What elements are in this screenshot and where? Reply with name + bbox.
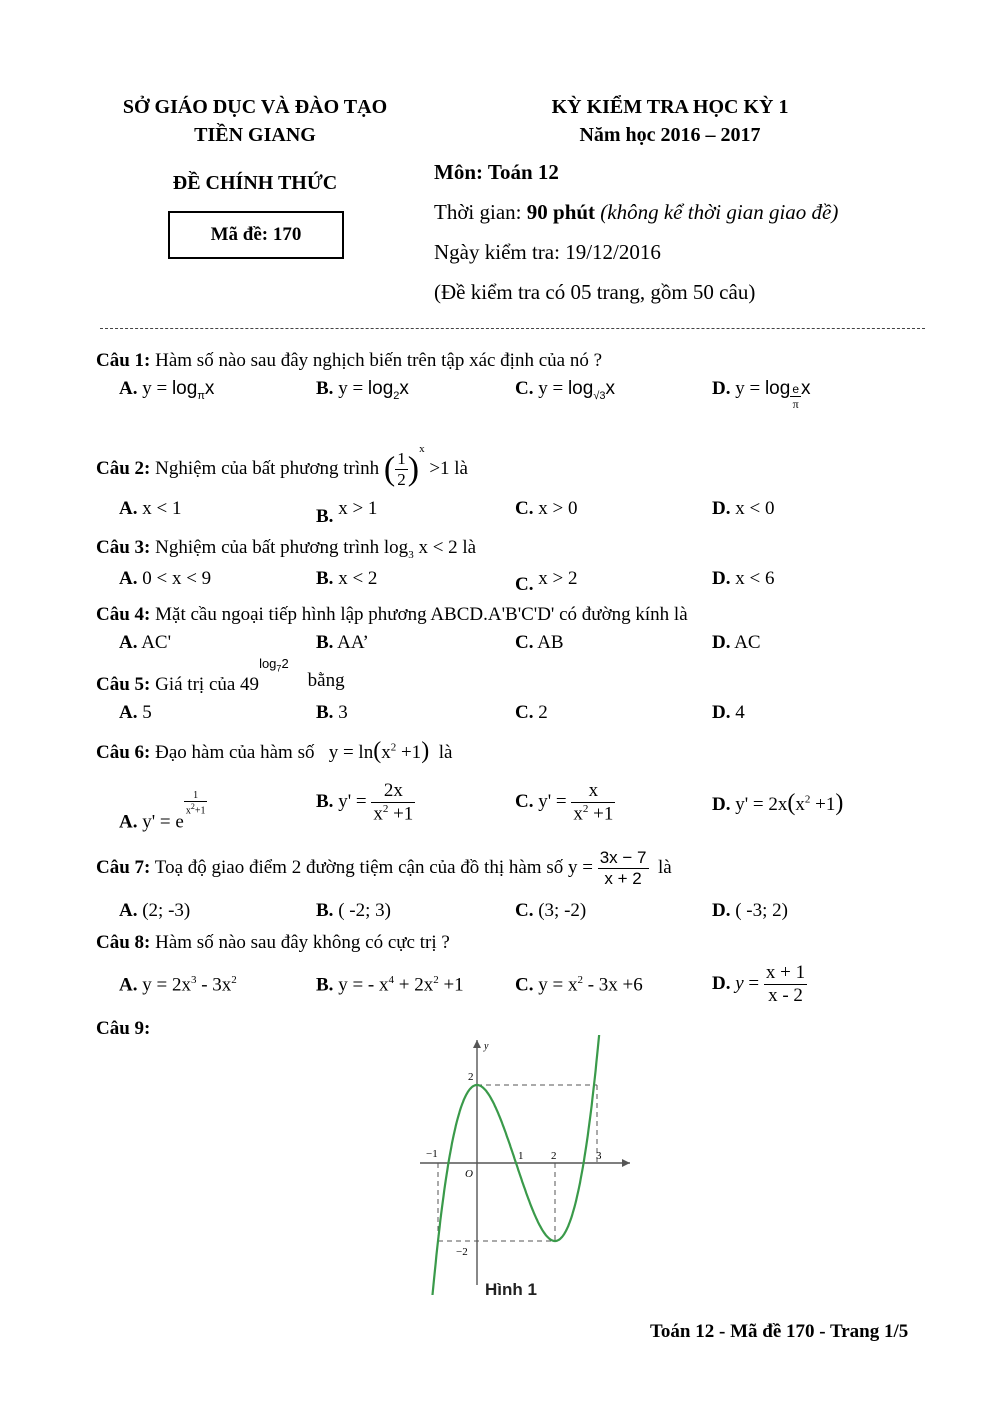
q2-option-c-value: x > 0: [538, 498, 578, 519]
school-year: Năm học 2016 – 2017: [579, 124, 761, 146]
y-tick-2: 2: [468, 1071, 474, 1083]
q7-option-a-label: A.: [119, 900, 138, 921]
q3-option-a-value: 0 < x < 9: [142, 568, 212, 589]
q7-option-b-value: ( -2; 3): [338, 900, 391, 921]
q2-option-a-value: x < 1: [142, 498, 182, 519]
q2-option-a: [119, 498, 181, 520]
q5-option-d-label: D.: [712, 702, 731, 723]
department-name: SỞ GIÁO DỤC VÀ ĐÀO TẠO: [122, 96, 388, 118]
q1-option-d: D. y = log $\frac{e}{\pi}$ x: [712, 378, 811, 411]
time-value: 90 phút: [526, 200, 596, 224]
q5-option-c-label: C.: [515, 702, 534, 723]
q1-option-d-label: D.: [712, 378, 731, 399]
q3-option-c-value: x > 2: [538, 568, 578, 589]
question-8-label: Câu 8:: [96, 932, 151, 953]
q4-option-d: [712, 632, 761, 654]
q7-option-a: [119, 900, 190, 922]
official-label: ĐỀ CHÍNH THỨC: [172, 172, 338, 194]
question-9-label: Câu 9:: [96, 1018, 151, 1039]
exam-title: KỲ KIỂM TRA HỌC KỲ 1: [551, 96, 789, 118]
q1-option-b-label: B.: [316, 378, 334, 399]
q4-option-c: [515, 632, 564, 654]
question-6-tail: là: [438, 742, 453, 763]
q2-option-d-label: D.: [712, 498, 731, 519]
cubic-graph-figure: [410, 1035, 635, 1295]
q7-option-c-label: C.: [515, 900, 534, 921]
exam-date-line: Ngày kiểm tra: 19/12/2016: [434, 240, 661, 264]
q7-option-c-value: (3; -2): [538, 900, 587, 921]
question-8: [96, 932, 450, 954]
x-tick-2: 2: [551, 1150, 557, 1162]
q2-option-b-label: B.: [316, 506, 334, 527]
question-2: Câu 2: Nghiệm của bất phương trình ( $\frac{1}{2}$ )$^x$ >1 là: [96, 443, 468, 490]
q4-option-a-label: A.: [119, 632, 138, 653]
exam-code-box: Mã đề: 170: [168, 211, 344, 259]
q5-option-a-value: 5: [142, 702, 152, 723]
question-2-tail: là: [454, 458, 468, 479]
q8-option-c-label: C.: [515, 974, 534, 996]
time-label: Thời gian:: [434, 200, 527, 224]
q5-option-c: [515, 702, 548, 724]
q6-option-d-label: D.: [712, 794, 731, 815]
y-axis-label: y: [484, 1041, 489, 1052]
origin-label: O: [465, 1168, 473, 1180]
q4-option-b: [316, 632, 369, 654]
q8-option-b: B. y = - $x^4 + 2x^2 +1$: [316, 974, 464, 996]
q6-option-b: B. y' = $\frac{2x}{x^2 +1}$: [316, 780, 414, 825]
q3-option-a-label: A.: [119, 568, 138, 589]
question-2-label: Câu 2:: [96, 458, 151, 479]
q4-option-a: [119, 632, 171, 654]
q3-option-d-value: x < 6: [735, 568, 775, 589]
q4-option-d-value: AC: [734, 632, 761, 653]
question-9: [96, 1018, 150, 1040]
q7-option-d-label: D.: [712, 900, 731, 921]
q8-option-c: C. $y = x^2 - 3x +6$: [515, 974, 643, 996]
question-3: Câu 3: Nghiệm của bất phương trình $\log_3 x < 2$ là: [96, 537, 477, 561]
q5-option-d-value: 4: [735, 702, 745, 723]
q4-option-b-label: B.: [316, 632, 334, 653]
question-5-text: Giá trị của 49: [155, 674, 260, 695]
q4-option-b-value: AA’: [337, 632, 369, 653]
time-line: [434, 200, 838, 225]
q7-option-b-label: B.: [316, 900, 334, 921]
q3-option-a: [119, 568, 211, 590]
q7-option-d: [712, 900, 788, 922]
q3-option-c-label: C.: [515, 574, 534, 595]
question-1: [96, 350, 602, 372]
question-4-text: Mặt cầu ngoại tiếp hình lập phương ABCD.A'B'C'D' có đường kính là: [155, 604, 688, 625]
q5-option-b-value: 3: [338, 702, 348, 723]
pages-line: (Đề kiểm tra có 05 trang, gồm 50 câu): [434, 280, 756, 304]
q7-option-c: [515, 900, 586, 922]
q5-option-d: [712, 702, 745, 724]
q5-option-a: [119, 702, 152, 724]
q3-option-d-label: D.: [712, 568, 731, 589]
q4-option-c-label: C.: [515, 632, 534, 653]
q4-option-d-label: D.: [712, 632, 731, 653]
q3-option-b-value: x < 2: [338, 568, 378, 589]
q8-option-b-label: B.: [316, 974, 334, 996]
q2-option-c: [515, 498, 577, 520]
question-2-text: Nghiệm của bất phương trình: [155, 458, 380, 479]
q6-option-b-label: B.: [316, 791, 334, 813]
question-1-text: Hàm số nào sau đây nghịch biến trên tập xác định của nó ?: [155, 350, 603, 371]
q5-option-c-value: 2: [538, 702, 548, 723]
question-4-label: Câu 4:: [96, 604, 151, 625]
question-6: Câu 6: Đạo hàm của hàm số $y = \ln(x^2 +1)$ là: [96, 738, 453, 764]
q3-option-b: [316, 568, 377, 590]
q3-option-b-label: B.: [316, 568, 334, 589]
question-5: Câu 5: Giá trị của $49^{log_72}$ bằng: [96, 656, 345, 695]
x-tick-1: 1: [518, 1150, 524, 1162]
question-4: [96, 604, 688, 626]
question-7-label: Câu 7:: [96, 856, 151, 878]
question-7: Câu 7: Toạ độ giao điểm 2 đường tiệm cận của đồ thị hàm số y = $\frac{3x - 7}{x + 2}$ là: [96, 848, 672, 888]
question-6-label: Câu 6:: [96, 742, 151, 763]
page-footer: Toán 12 - Mã đề 170 - Trang 1/5: [650, 1321, 909, 1342]
q2-option-c-label: C.: [515, 498, 534, 519]
y-axis-arrow: [473, 1040, 481, 1048]
question-5-tail: bằng: [307, 670, 345, 691]
q4-option-c-value: AB: [537, 632, 564, 653]
q8-option-d: D. y = $\frac{x + 1}{x - 2}$: [712, 962, 806, 1006]
province-name: TIỀN GIANG: [194, 124, 316, 146]
q6-option-a: A. y' = e $\frac{1}{x^2+1}$: [119, 790, 206, 833]
q1-option-a-label: A.: [119, 378, 138, 399]
q2-option-a-label: A.: [119, 498, 138, 519]
question-7-text: Toạ độ giao điểm 2 đường tiệm cận của đồ thị hàm số: [154, 856, 564, 878]
q7-option-b: [316, 900, 391, 922]
q4-option-a-value: AC': [141, 632, 172, 653]
q8-option-d-label: D.: [712, 972, 731, 994]
x-tick-minus1: −1: [426, 1148, 438, 1160]
q5-option-b-label: B.: [316, 702, 334, 723]
q7-option-a-value: (2; -3): [142, 900, 191, 921]
q5-option-b: [316, 702, 348, 724]
subject-line: Môn: Toán 12: [434, 160, 559, 184]
x-tick-3: 3: [596, 1150, 602, 1162]
q6-option-c: C. y' = $\frac{x}{x^2 +1}$: [515, 780, 614, 825]
question-5-label: Câu 5:: [96, 674, 151, 695]
question-3-label: Câu 3:: [96, 537, 151, 558]
q6-option-d: D. $y' = 2x(x^2 +1)$: [712, 790, 844, 816]
q1-option-a: A. $y = \log_\pi x$: [119, 378, 215, 402]
y-tick-minus2: −2: [456, 1246, 468, 1258]
header-divider: [100, 328, 925, 329]
q2-option-b: [316, 498, 378, 527]
q7-option-d-value: ( -3; 2): [735, 900, 788, 921]
q6-option-a-label: A.: [119, 811, 138, 833]
question-6-text: Đạo hàm của hàm số: [155, 742, 315, 763]
q1-option-c: C. $y = \log_{√3}x$: [515, 378, 615, 402]
time-note: (không kể thời gian giao đề): [595, 200, 839, 224]
question-3-tail: là: [462, 537, 477, 558]
q8-option-a: A. $y = 2x^3 - 3x^2$: [119, 974, 237, 996]
q2-option-d: [712, 498, 774, 520]
q3-option-d: [712, 568, 774, 590]
question-1-label: Câu 1:: [96, 350, 151, 371]
x-axis-arrow: [622, 1159, 630, 1167]
q5-option-a-label: A.: [119, 702, 138, 723]
question-3-text: Nghiệm của bất phương trình: [155, 537, 380, 558]
q2-option-d-value: x < 0: [735, 498, 775, 519]
q2-option-b-value: x > 1: [338, 498, 378, 519]
q3-option-c: [515, 568, 578, 595]
q1-option-b: B. $y = \log_2x$: [316, 378, 409, 402]
question-7-tail: là: [658, 856, 672, 878]
question-8-text: Hàm số nào sau đây không có cực trị ?: [155, 932, 450, 953]
q8-option-a-label: A.: [119, 974, 138, 996]
q6-option-c-label: C.: [515, 791, 534, 813]
q1-option-c-label: C.: [515, 378, 534, 399]
figure-caption: Hình 1: [485, 1280, 537, 1299]
